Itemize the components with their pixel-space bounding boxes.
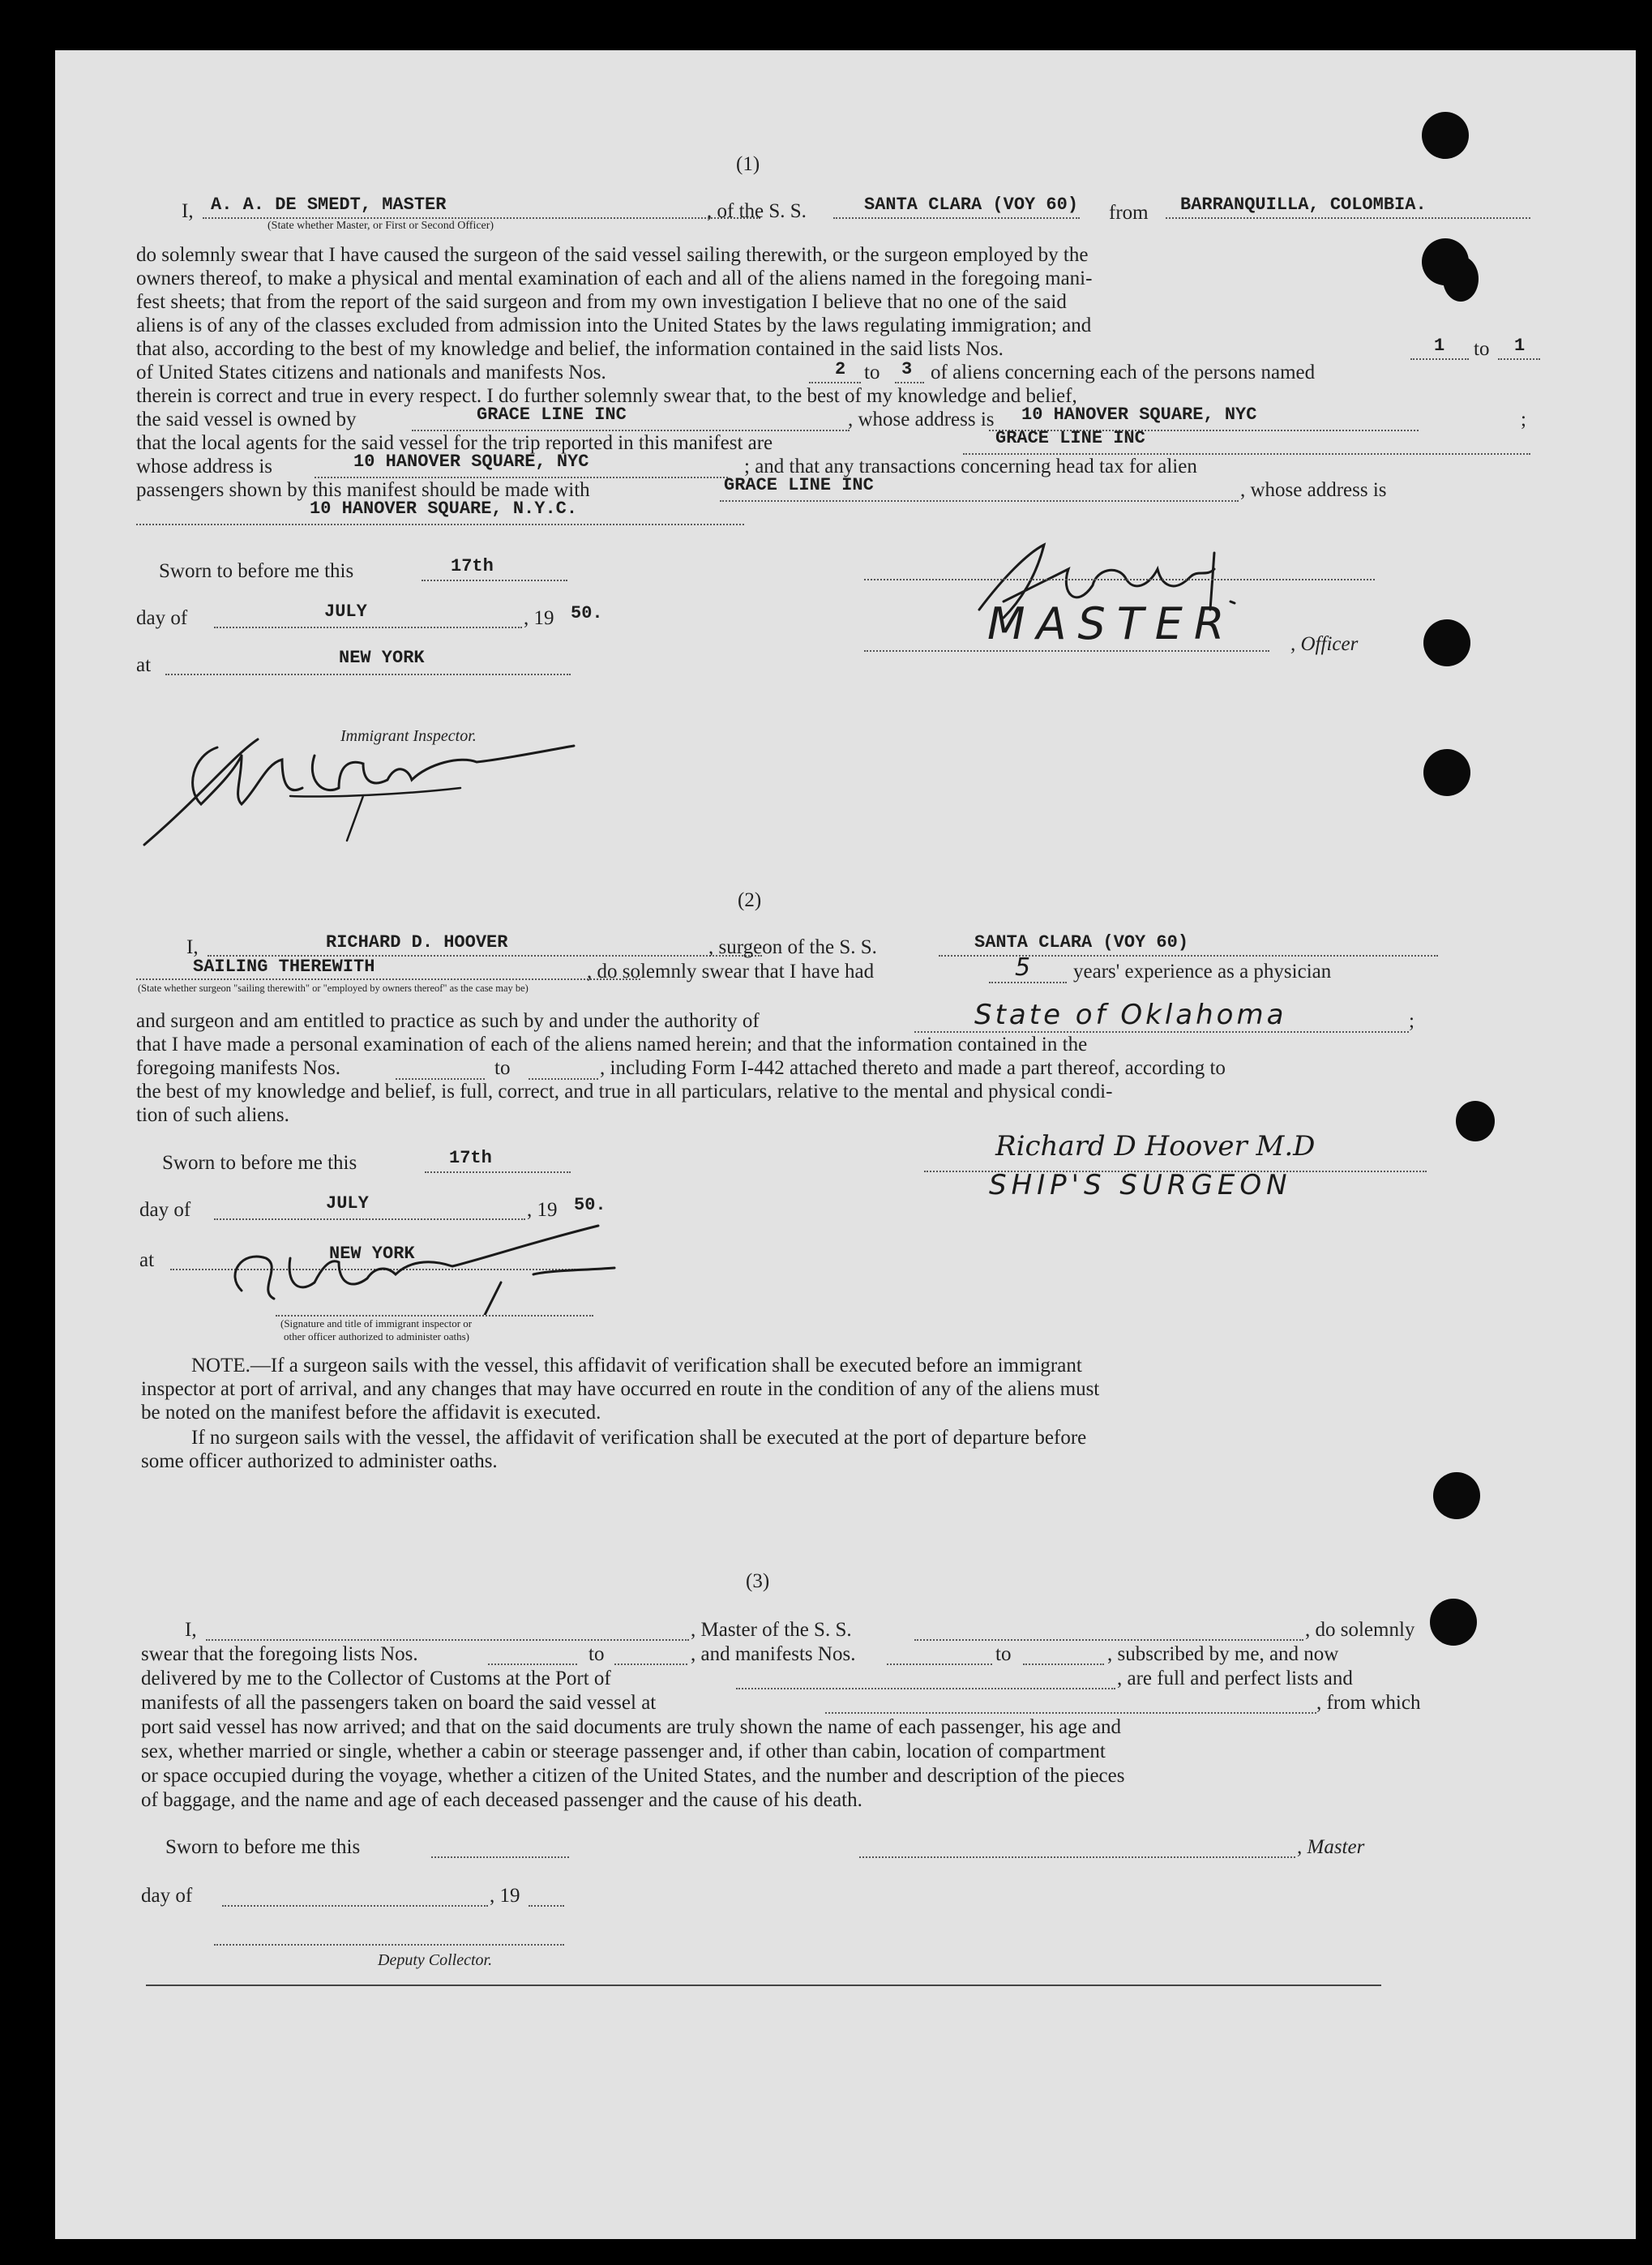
list-no-from: 1 [1434,336,1445,356]
s3-master-line [206,1639,689,1641]
s1-line-11b: , whose address is [1240,479,1387,501]
s3-ship-line [914,1639,1303,1641]
origin-line [1166,217,1530,219]
s1-line-8a: the said vessel is owned by [136,409,357,430]
s3-line-1b: , Master of the S. S. [691,1619,852,1641]
s2-i: I, [186,936,199,958]
s2-line-6: tion of such aliens. [136,1104,289,1126]
s1-line-6b: of aliens concerning each of the persons named [931,362,1316,383]
s3-line-4a: manifests of all the passengers taken on board the said vessel at [141,1692,657,1714]
immigrant-inspector-label-1: Immigrant Inspector. [340,727,477,745]
surgeon-name: RICHARD D. HOOVER [326,932,508,953]
s3-master-signature-line [859,1856,1295,1858]
s1-line-7: therein is correct and true in every respect. I do further solemnly swear that, to the best of my knowledge and belief, [136,385,1077,407]
manifest-from-line [809,382,861,383]
master-name-line [203,217,760,219]
s1-at: at [136,654,152,676]
note-text-1: —If a surgeon sails with the vessel, this affidavit of verification shall be executed before an immigrant [250,1355,1082,1377]
s3-line-4b: , from which [1316,1692,1421,1714]
s2-sworn-day-line [425,1171,571,1173]
bottom-rule [146,1985,1381,1986]
s3-port-line [736,1688,1115,1689]
sailing-status: SAILING THEREWITH [193,957,375,977]
s3-line-1a: I, [185,1619,197,1641]
s1-line-1: do solemnly swear that I have caused the surgeon of the said vessel sailing therewith, or the surgeon employed by the [136,244,1089,266]
s2-semicolon: ; [1409,1010,1414,1032]
licensing-authority: State of Oklahoma [974,999,1287,1031]
s3-line-1c: , do solemnly [1305,1619,1415,1641]
s3-master-label: , Master [1297,1836,1365,1858]
manifest-to-line [895,382,924,383]
s3-to-2: to [995,1643,1012,1665]
s3-line-3b: , are full and perfect lists and [1117,1668,1353,1689]
s1-line-10a: whose address is [136,456,273,477]
immigrant-inspector-signature-1 [120,666,639,861]
s3-line-8: of baggage, and the name and age of each deceased passenger and the cause of his death. [141,1789,862,1811]
s3-manifest-to-line [1023,1663,1104,1665]
section-1-number: (1) [736,153,760,175]
s2-surgeon-of: , surgeon of the S. S. [708,936,877,958]
section-2-number: (2) [738,889,762,911]
binder-hole-6 [1456,1101,1495,1141]
binder-hole-3 [1443,256,1479,302]
s1-line-4: aliens is of any of the classes excluded from admission into the United States by the laws regulating immigration; and [136,315,1092,336]
officer-title-handwritten: MASTER [987,598,1236,649]
list-to-line [1498,358,1540,360]
deputy-signature-line [214,1944,564,1946]
s2-line-4b: , including Form I-442 attached thereto and made a part thereof, according to [600,1057,1226,1079]
s1-sworn-label: Sworn to before me this [159,560,354,582]
s3-list-from-line [488,1663,577,1665]
s2-sworn-day: 17th [449,1148,492,1168]
s3-list-to-line [614,1663,687,1665]
s3-line-2c: , and manifests Nos. [691,1643,856,1665]
origin-port: BARRANQUILLA, COLOMBIA. [1180,195,1427,215]
ship-name-2: SANTA CLARA (VOY 60) [974,932,1189,953]
sailing-status-note: (State whether surgeon "sailing therewith" or "employed by owners thereof" as the case may be) [138,983,529,994]
s2-month: JULY [326,1193,369,1214]
note-line-2: inspector at port of arrival, and any changes that may have occurred en route in the condition of any of the aliens must [141,1378,1100,1400]
surgeon-signature: Richard D Hoover M.D [995,1130,1316,1162]
s1-to-1: to [1474,338,1490,360]
s2-at: at [139,1249,155,1271]
list-from-line [1410,358,1469,360]
officer-label: , Officer [1290,633,1359,655]
master-name-note: (State whether Master, or First or Second Officer) [267,220,494,232]
ship-line-2 [939,955,1438,957]
ship-line-1 [833,217,1080,219]
section-3-number: (3) [746,1570,770,1592]
surgeon-title-handwritten: SHIP'S SURGEON [989,1169,1292,1201]
binder-hole-1 [1422,112,1469,159]
s3-line-6: sex, whether married or single, whether a cabin or steerage passenger and, if other than cabin, location of compartment [141,1740,1106,1762]
s1-semicolon-1: ; [1521,409,1526,430]
s2-line-3: that I have made a personal examination of each of the aliens named herein; and that the information contained in the [136,1034,1088,1055]
sailing-status-line [136,978,640,980]
tax-address-line [136,524,744,525]
binder-hole-4 [1423,619,1470,666]
s2-day-of: day of [139,1199,191,1221]
note-line-5: some officer authorized to administer oaths. [141,1450,498,1472]
s3-line-5: port said vessel has now arrived; and that on the said documents are truly shown the name of each passenger, his age and [141,1716,1122,1738]
s3-manifest-from-line [887,1663,992,1665]
head-tax-payee: GRACE LINE INC [724,475,874,495]
s3-year-line [529,1905,564,1907]
s2-line-5: the best of my knowledge and belief, is full, correct, and true in all particulars, relative to the mental and physical condi- [136,1081,1113,1103]
s2-place: NEW YORK [329,1244,415,1264]
s1-line-2: owners thereof, to make a physical and mental examination of each and all of the aliens named in the foregoing mani- [136,268,1093,289]
s3-sworn-day-line [431,1856,569,1858]
years-experience: 5 [1015,953,1031,982]
s1-line-9a: that the local agents for the said vessel for the trip reported in this manifest are [136,432,773,454]
s2-swear-a: , do solemnly swear that I have had [587,961,875,983]
s3-line-3a: delivered by me to the Collector of Customs at the Port of [141,1668,611,1689]
binder-hole-8 [1430,1599,1477,1646]
s1-line-11a: passengers shown by this manifest should be made with [136,479,590,501]
s3-sworn-label: Sworn to before me this [165,1836,361,1858]
owner-address: 10 HANOVER SQUARE, NYC [1021,405,1257,425]
s3-to-1: to [588,1643,605,1665]
officer-title-line [864,650,1269,652]
s1-year-prefix: , 19 [524,607,554,629]
s2-year: 50. [574,1195,606,1215]
s1-line-8b: , whose address is [848,409,995,430]
years-line [989,982,1067,983]
s2-swear-b: years' experience as a physician [1073,961,1332,983]
document-page [55,50,1636,2239]
s1-line-3: fest sheets; that from the report of the said surgeon and from my own investigation I believe that no one of the said [136,291,1067,313]
manifest-no-from: 2 [835,359,846,379]
ship-name-1: SANTA CLARA (VOY 60) [864,195,1079,215]
s1-i: I, [182,200,194,222]
vessel-owner: GRACE LINE INC [477,405,627,425]
note-label: NOTE. [191,1355,250,1377]
s2-line-2a: and surgeon and am entitled to practice as such by and under the authority of [136,1010,760,1032]
manifest-no-to: 3 [901,359,913,379]
s1-day-of: day of [136,607,188,629]
s1-line-10b: ; and that any transactions concerning head tax for alien [744,456,1197,477]
s2-year-prefix: , 19 [527,1199,558,1221]
payee-line [720,500,1239,502]
s3-year-prefix: , 19 [490,1885,520,1907]
s2-signature-note-2: other officer authorized to administer oaths) [284,1330,469,1342]
s1-to-2: to [864,362,880,383]
s1-month-line [214,627,522,628]
s2-signature-note-1: (Signature and title of immigrant inspector or [280,1317,473,1329]
s1-of-ss: , of the S. S. [707,200,807,222]
s1-sworn-day: 17th [451,556,494,576]
local-agent: GRACE LINE INC [995,428,1145,448]
s3-embark-line [825,1712,1316,1714]
s3-line-2a: swear that the foregoing lists Nos. [141,1643,418,1665]
s1-year: 50. [571,603,603,623]
note-line-3: be noted on the manifest before the affidavit is executed. [141,1402,601,1424]
s1-month: JULY [324,602,367,622]
master-name: A. A. DE SMEDT, MASTER [211,195,447,215]
note-line-1a [191,1354,1082,1377]
s2-sworn-label: Sworn to before me this [162,1152,357,1174]
note-line-4: If no surgeon sails with the vessel, the affidavit of verification shall be executed at the port of departure before [191,1427,1087,1449]
head-tax-address: 10 HANOVER SQUARE, N.Y.C. [310,499,578,519]
s2-to: to [494,1057,511,1079]
officer-signature-line [864,579,1375,580]
s1-from: from [1109,202,1149,224]
s2-signature-line [276,1315,593,1317]
s3-line-2e: , subscribed by me, and now [1107,1643,1339,1665]
s3-month-line [222,1905,488,1907]
list-no-to: 1 [1514,336,1526,356]
agent-address: 10 HANOVER SQUARE, NYC [353,452,589,472]
s1-place: NEW YORK [339,648,425,668]
s1-line-5: that also, according to the best of my knowledge and belief, the information contained in the said lists Nos. [136,338,1004,360]
s1-sworn-day-line [422,580,567,581]
s1-line-6a: of United States citizens and nationals and manifests Nos. [136,362,606,383]
s3-day-of: day of [141,1885,193,1907]
immigrant-inspector-signature-2 [193,1193,744,1315]
s3-line-7: or space occupied during the voyage, whether a citizen of the United States, and the number and description of the pieces [141,1765,1125,1787]
deputy-collector-label: Deputy Collector. [378,1951,493,1969]
binder-hole-7 [1433,1472,1480,1519]
binder-hole-5 [1423,749,1470,796]
s2-line-4a: foregoing manifests Nos. [136,1057,341,1079]
